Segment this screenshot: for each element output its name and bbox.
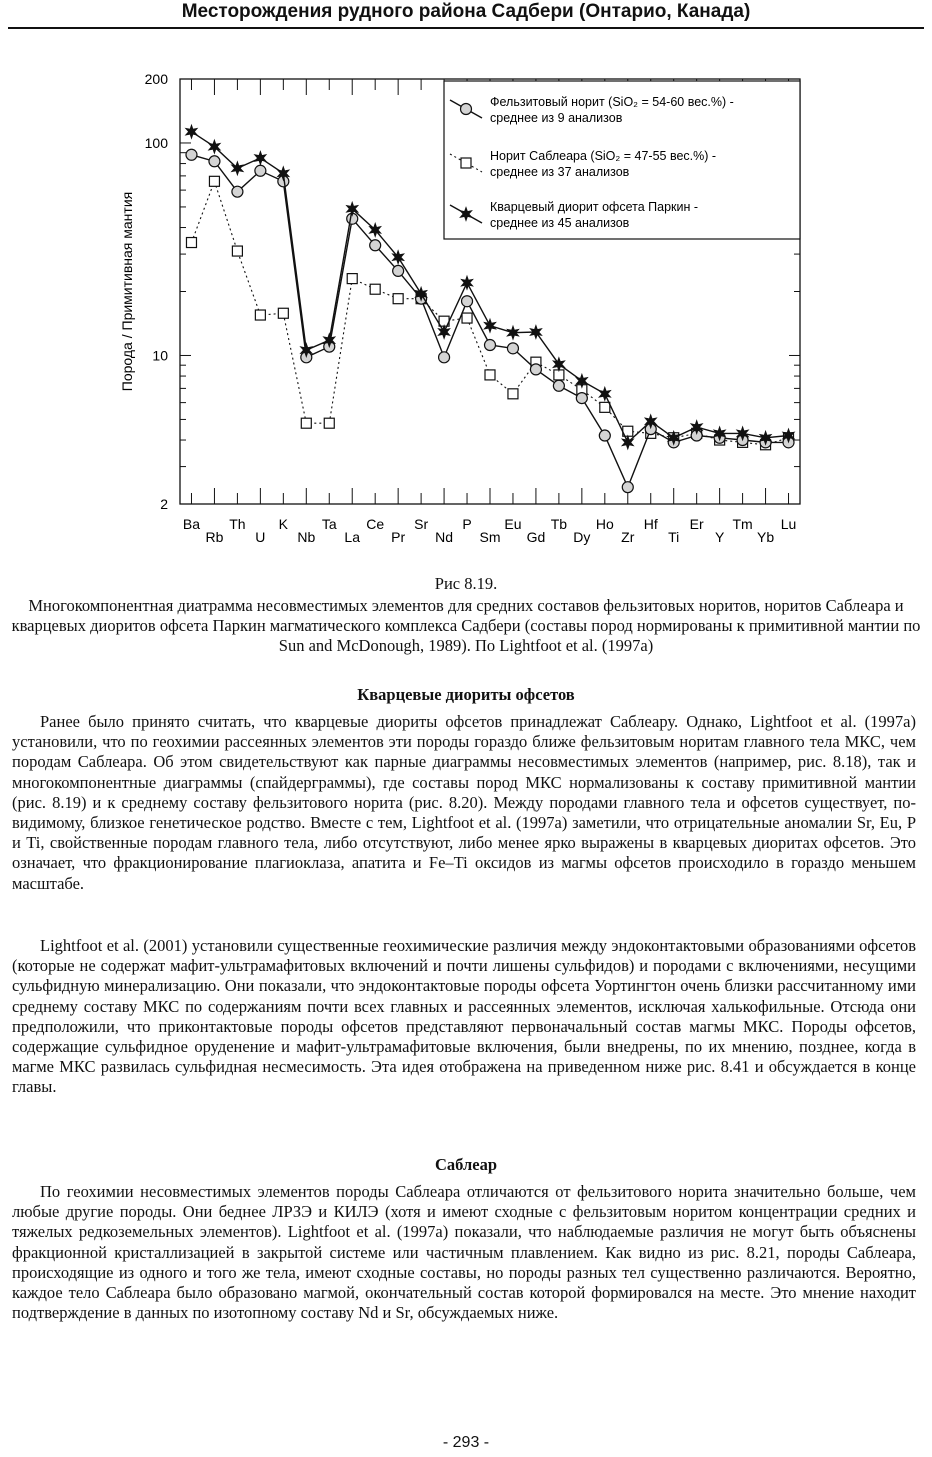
paragraph: Lightfoot et al. (2001) установили существенные геохимические различия между эндоконтактовыми образованиями офсетов (которые не содержат мафит-ультрамафитовых включений и почти лишены сульфидов) и породами с включениями, несущими сульфидную минерализацию. Они показали, что эндоконтактовые породы офсета Уортингтон очень близки рассчитанному ими среднему составу МКС по содержаниям почти всех главных и рассеянных элементов, исключая халькофильные. Отсюда они предположили, что приконтактовые породы офсетов представляют первоначальный состав магмы МКС. Породы офсетов, содержащие сульфидное оруденение и мафит-ультрамафитовые включения, были внедрены, по их мнению, позднее, когда в магме МКС развилась сульфидная несмесимость. Эта идея отображена на приведенном ниже рис. 8.41 и обсуждается в конце главы. bbox=[12, 936, 916, 1097]
x-tick-label: Eu bbox=[504, 516, 522, 532]
legend-label: среднее из 45 анализов bbox=[490, 216, 630, 230]
y-tick-label: 2 bbox=[160, 496, 168, 512]
data-point bbox=[485, 370, 495, 380]
x-tick-label: Gd bbox=[526, 529, 546, 545]
data-point bbox=[508, 389, 518, 399]
data-point bbox=[462, 296, 473, 307]
x-tick-label: Yb bbox=[756, 529, 775, 545]
x-tick-label: Rb bbox=[205, 529, 224, 545]
data-point bbox=[484, 319, 496, 333]
data-point bbox=[301, 418, 311, 428]
data-point bbox=[553, 380, 564, 391]
data-point bbox=[599, 387, 611, 401]
paragraph: По геохимии несовместимых элементов породы Саблеара отличаются от фельзитового норита значительно больше, чем любые другие породы. Они беднее ЛРЗЭ и КИЛЭ (хотя и имеют сходные с фельзитовым норитом концентрации средних и тяжелых редкоземельных элементов). Lightfoot et al. (1997a) показали, что наблюдаемые различия не могут быть объяснены фракционной кристаллизацией в закрытой системе или частичным плавлением. Как видно из рис. 8.21, породы Саблеара, происходящие из одного и того же тела, имеют сходные составы, но породы разных тел существенно различаются. Вероятно, каждое тело Саблеара было образовано магмой, окончательный состав которой формировался на месте. Это мнение находит подтверждение в данных по изотопному составу Nd и Sr, обсуждаемых ниже. bbox=[12, 1182, 916, 1323]
data-point bbox=[186, 238, 196, 248]
x-tick-label: Ce bbox=[366, 516, 385, 532]
x-tick-label: P bbox=[462, 516, 472, 532]
legend-marker bbox=[461, 104, 472, 115]
data-point bbox=[232, 246, 242, 256]
data-point bbox=[576, 393, 587, 404]
data-point bbox=[347, 274, 357, 284]
x-tick-label: Zr bbox=[621, 529, 635, 545]
figure-caption: Многокомпонентная диатрамма несовместимых элементов для средних составов фельзитовых норитов, норитов Саблеара и кварцевых диоритов офсета Паркин магматического комплекса Садбери (составы пород нормированы к примитивной мантии по Sun and McDonough, 1989). По Lightfoot et al. (1997a) bbox=[11, 596, 921, 655]
x-tick-label: Pr bbox=[391, 529, 406, 545]
y-tick-label: 200 bbox=[144, 71, 168, 87]
x-tick-label: Ho bbox=[595, 516, 614, 532]
legend-label: Кварцевый диорит офсета Паркин - bbox=[490, 200, 699, 214]
legend-label: среднее из 9 анализов bbox=[490, 111, 623, 125]
data-point bbox=[393, 265, 404, 276]
data-point bbox=[622, 435, 634, 449]
x-tick-label: Ba bbox=[182, 516, 201, 532]
x-tick-label: Dy bbox=[573, 529, 591, 545]
x-tick-label: Hf bbox=[643, 516, 658, 532]
data-point bbox=[462, 313, 472, 323]
data-point bbox=[439, 352, 450, 363]
x-tick-label: Sm bbox=[479, 529, 501, 545]
x-tick-label: Lu bbox=[780, 516, 797, 532]
spider-diagram bbox=[0, 30, 932, 570]
x-tick-label: Ta bbox=[321, 516, 337, 532]
data-point bbox=[622, 482, 633, 493]
data-point bbox=[485, 340, 496, 351]
data-point bbox=[600, 402, 610, 412]
data-point bbox=[370, 284, 380, 294]
x-tick-label: U bbox=[255, 529, 266, 545]
legend-marker bbox=[461, 158, 471, 168]
x-tick-label: Er bbox=[689, 516, 704, 532]
x-tick-label: K bbox=[278, 516, 289, 532]
y-tick-label: 10 bbox=[152, 347, 168, 364]
x-tick-label: Y bbox=[714, 529, 725, 545]
legend-label: среднее из 37 анализов bbox=[490, 165, 630, 179]
data-point bbox=[530, 364, 541, 375]
data-point bbox=[255, 165, 266, 176]
x-tick-label: Sr bbox=[414, 516, 429, 532]
legend-label: Норит Саблеара (SiO₂ = 47-55 вес.%) - bbox=[490, 149, 717, 163]
x-tick-label: La bbox=[344, 529, 361, 545]
section-title-sublayer: Саблеар bbox=[434, 1155, 497, 1174]
data-point bbox=[209, 156, 220, 167]
paragraph: Ранее было принято считать, что кварцевые диориты офсетов принадлежат Саблеару. Однако, Lightfoot et al. (1997a) установили, что по геохимии рассеянных элементов эти породы гораздо ближе фельзитовым норитам главного тела МКС, чем породам Саблеара. Об этом свидетельствуют как парные диаграммы несовместимых элементов (например, рис. 8.18), так и многокомпонентные диаграммы (спайдерграммы), где составы пород МКС нормализованы к составу примитивной мантии (рис. 8.19) и к среднему составу фельзитового норита (рис. 8.20). Между породами главного тела и офсетов существует, по-видимому, близкое генетическое родство. Вместе с тем, Lightfoot et al. (1997a) заметили, что отрицательные аномалии Sr, Eu, P и Ti, свойственные породам главного тела, либо отсутствуют, либо менее ярко выражены в кварцевых диоритах офсетов. Это означает, что фракционирование плагиоклаза, апатита и Fe–Ti оксидов из магмы офсетов происходило в гораздо меньшем масштабе. bbox=[12, 712, 916, 893]
data-point bbox=[393, 294, 403, 304]
data-point bbox=[438, 325, 450, 339]
data-point bbox=[370, 240, 381, 251]
data-point bbox=[324, 418, 334, 428]
section-title-quartz-diorites: Кварцевые диориты офсетов bbox=[357, 685, 575, 704]
x-tick-label: Ti bbox=[668, 529, 680, 545]
figure-number: Рис 8.19. bbox=[434, 574, 498, 593]
data-point bbox=[461, 276, 473, 290]
running-head: Месторождения рудного района Садбери (Онтарио, Канада) bbox=[181, 1, 751, 22]
page-number: - 293 - bbox=[442, 1434, 490, 1451]
y-axis-label: Порода / Примитивная мантия bbox=[119, 191, 135, 392]
header-rule bbox=[8, 27, 924, 29]
data-point bbox=[186, 149, 197, 160]
y-tick-label: 100 bbox=[144, 134, 168, 151]
data-point bbox=[599, 430, 610, 441]
data-point bbox=[278, 308, 288, 318]
data-point bbox=[185, 125, 197, 139]
x-tick-label: Th bbox=[229, 516, 246, 532]
data-point bbox=[254, 151, 266, 165]
x-tick-label: Tm bbox=[732, 516, 753, 532]
data-point bbox=[507, 343, 518, 354]
legend-label: Фельзитовый норит (SiO₂ = 54-60 вес.%) - bbox=[490, 95, 734, 109]
data-point bbox=[232, 186, 243, 197]
data-point bbox=[346, 202, 358, 216]
data-point bbox=[255, 310, 265, 320]
x-tick-label: Tb bbox=[550, 516, 568, 532]
data-point bbox=[209, 176, 219, 186]
x-tick-label: Nb bbox=[297, 529, 316, 545]
x-tick-label: Nd bbox=[435, 529, 454, 545]
